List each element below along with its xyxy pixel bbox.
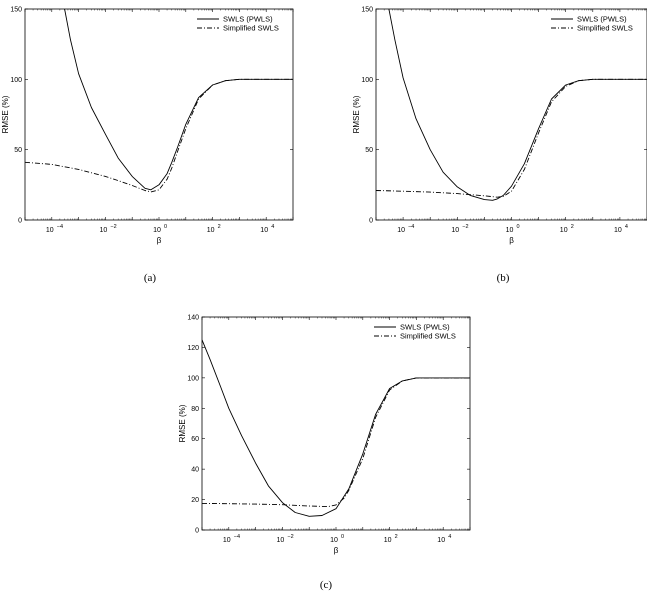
x-tick-label: 10 xyxy=(330,537,338,544)
y-tick-label: 0 xyxy=(195,527,199,535)
x-tick-exponent: 0 xyxy=(516,224,520,230)
x-tick-exponent: −2 xyxy=(287,534,294,540)
x-tick-label: 10 xyxy=(45,227,54,234)
plot-area-frame xyxy=(202,317,470,530)
subfigure-caption: (a) xyxy=(143,272,157,284)
y-tick-label: 50 xyxy=(365,147,373,155)
series-line-swls-pwls xyxy=(202,340,470,517)
x-tick-exponent: 2 xyxy=(570,224,574,230)
series-line-simplified-swls xyxy=(376,79,647,197)
x-tick-label: 10 xyxy=(397,227,405,234)
x-tick-label: 10 xyxy=(99,227,108,234)
y-tick-label: 150 xyxy=(10,6,22,14)
y-tick-label: 100 xyxy=(187,375,199,383)
x-tick-exponent: 0 xyxy=(341,534,345,540)
series-line-swls-pwls xyxy=(389,9,647,200)
legend xyxy=(551,15,633,33)
legend xyxy=(374,323,456,341)
y-tick-label: 100 xyxy=(361,76,373,84)
chart-panel-b xyxy=(352,7,647,285)
subfigure-caption: (c) xyxy=(319,579,333,591)
y-axis-label: RMSE (%) xyxy=(1,95,10,134)
x-tick-exponent: −2 xyxy=(110,224,117,230)
y-tick-label: 150 xyxy=(361,6,373,14)
x-tick-label: 10 xyxy=(437,537,446,544)
x-axis-label: β xyxy=(509,236,514,245)
y-axis-label: RMSE (%) xyxy=(178,404,187,443)
plot-area-frame xyxy=(25,9,293,220)
x-tick-label: 10 xyxy=(451,227,460,234)
y-tick-label: 50 xyxy=(14,147,22,155)
x-tick-label: 10 xyxy=(383,537,392,544)
x-tick-exponent: 4 xyxy=(624,224,628,230)
x-axis-label: β xyxy=(156,236,162,245)
x-tick-exponent: −4 xyxy=(56,224,64,230)
series-line-simplified-swls xyxy=(25,79,293,192)
x-tick-exponent: 4 xyxy=(448,534,452,540)
x-tick-exponent: 4 xyxy=(271,224,275,230)
legend-entry-label: Simplified SWLS xyxy=(577,23,633,33)
y-tick-label: 120 xyxy=(187,344,199,352)
x-tick-label: 10 xyxy=(206,227,215,234)
x-tick-exponent: 0 xyxy=(164,224,168,230)
legend-entry-label: SWLS (PWLS) xyxy=(400,322,450,332)
x-tick-label: 10 xyxy=(614,227,622,234)
x-tick-label: 10 xyxy=(222,537,231,544)
y-tick-label: 40 xyxy=(191,466,199,474)
series-line-swls-pwls xyxy=(65,9,293,190)
subfigure-caption: (b) xyxy=(496,272,510,284)
y-tick-label: 80 xyxy=(191,405,199,413)
x-tick-label: 10 xyxy=(153,227,161,234)
y-tick-label: 0 xyxy=(369,217,373,225)
legend xyxy=(197,15,279,33)
y-tick-label: 20 xyxy=(191,497,199,505)
series-line-simplified-swls xyxy=(202,378,470,507)
y-tick-label: 100 xyxy=(10,76,22,84)
x-axis-label: β xyxy=(333,546,339,555)
chart-panel-c xyxy=(178,315,470,591)
y-tick-label: 0 xyxy=(18,217,22,225)
x-tick-exponent: −4 xyxy=(408,224,415,230)
x-tick-label: 10 xyxy=(276,537,285,544)
x-tick-label: 10 xyxy=(559,227,568,234)
x-tick-exponent: 2 xyxy=(217,224,221,230)
x-tick-exponent: 2 xyxy=(394,534,398,540)
x-tick-exponent: −2 xyxy=(462,224,469,230)
legend-entry-label: SWLS (PWLS) xyxy=(577,14,627,24)
x-tick-label: 10 xyxy=(260,227,269,234)
y-tick-label: 60 xyxy=(191,436,199,444)
legend-entry-label: SWLS (PWLS) xyxy=(223,14,273,24)
x-tick-exponent: −4 xyxy=(233,534,241,540)
y-axis-label: RMSE (%) xyxy=(352,95,361,134)
y-tick-label: 140 xyxy=(187,314,199,322)
x-tick-label: 10 xyxy=(505,227,514,234)
legend-entry-label: Simplified SWLS xyxy=(223,23,279,33)
plot-area-frame xyxy=(376,9,647,220)
legend-entry-label: Simplified SWLS xyxy=(400,331,456,341)
chart-panel-a xyxy=(1,7,293,285)
